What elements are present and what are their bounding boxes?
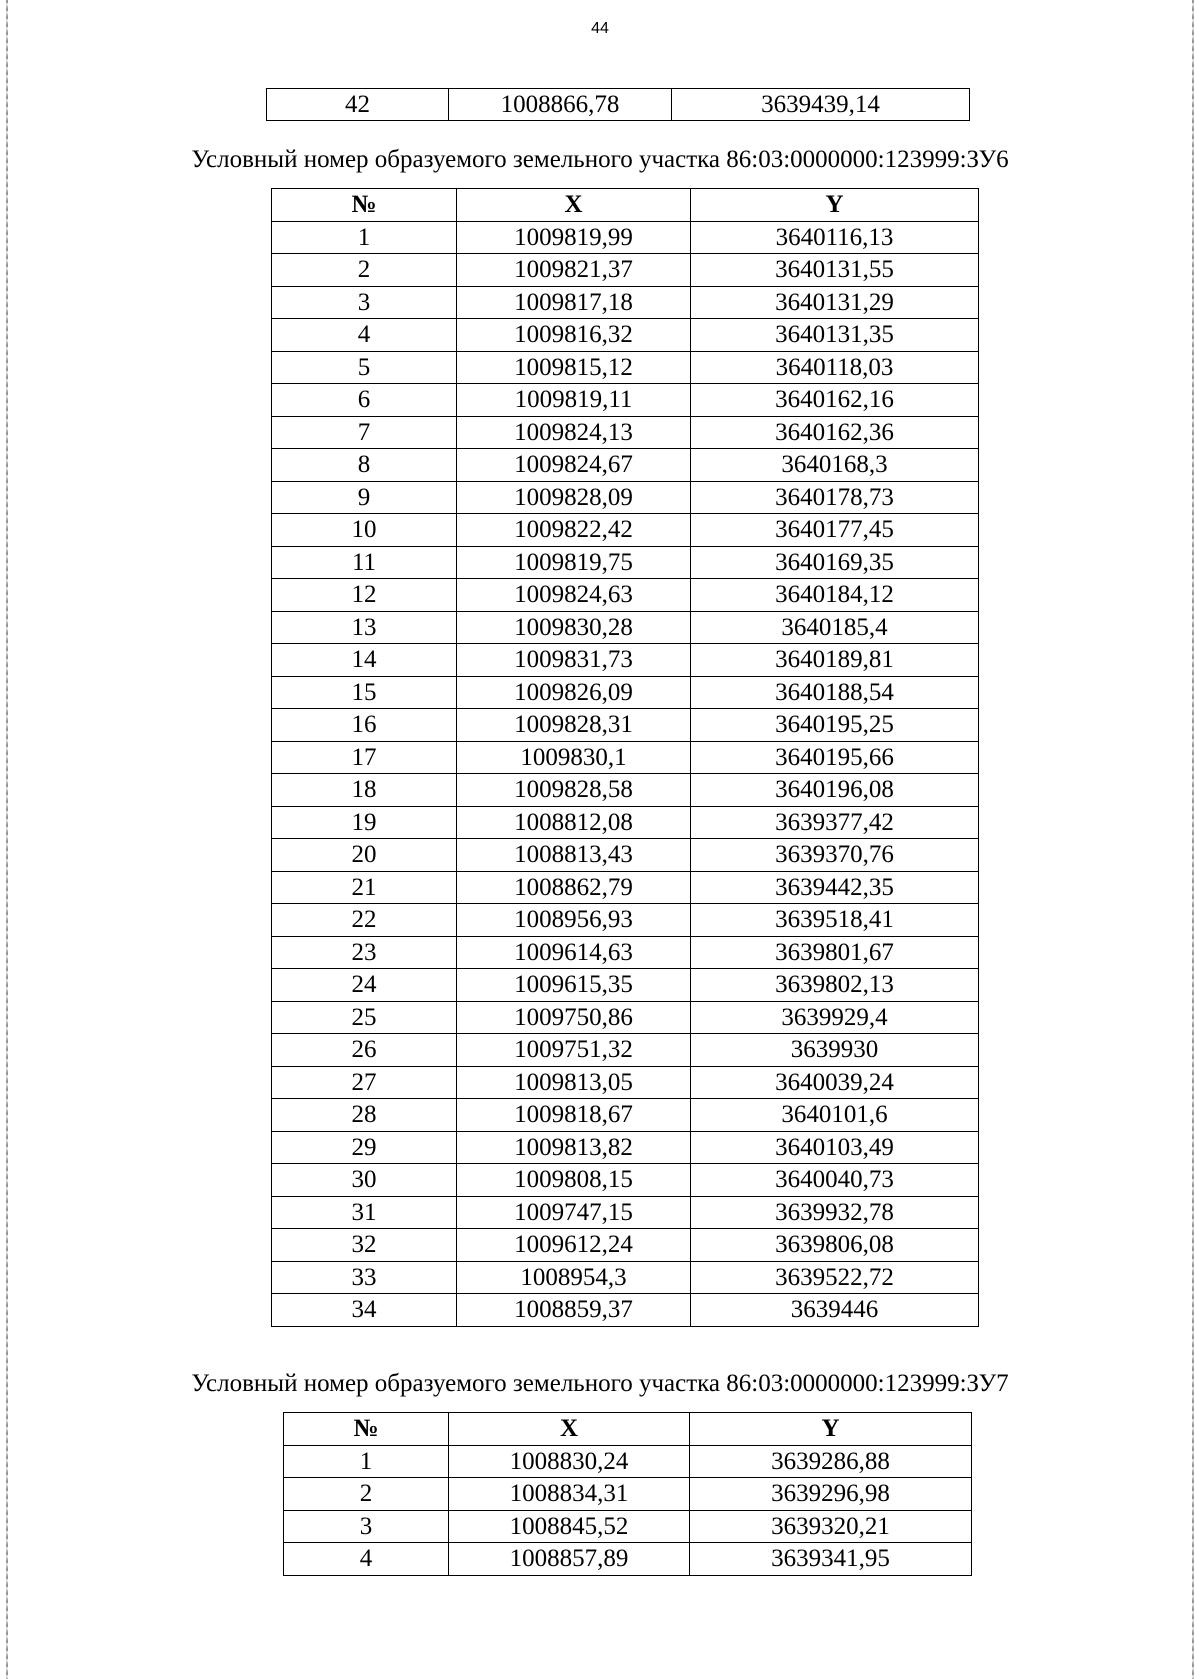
- y-cell: 3640039,24: [691, 1066, 979, 1099]
- x-cell: 1009750,86: [457, 1001, 691, 1034]
- x-cell: 1009831,73: [457, 644, 691, 677]
- point-number-cell: 16: [272, 709, 457, 742]
- point-number-cell: 31: [272, 1196, 457, 1229]
- table-row: [272, 611, 979, 644]
- y-cell: 3639806,08: [691, 1229, 979, 1262]
- x-cell: 1008857,89: [449, 1543, 690, 1576]
- x-cell: 1009828,31: [457, 709, 691, 742]
- point-number-cell: 1: [284, 1445, 449, 1478]
- table-row: [272, 676, 979, 709]
- table-row: [272, 1066, 979, 1099]
- section-heading-zu7: Условный номер образуемого земельного участка 86:03:0000000:123999:ЗУ7: [191, 1370, 1009, 1397]
- point-number-cell: 10: [272, 514, 457, 547]
- x-cell: 1008830,24: [449, 1445, 690, 1478]
- table-row: [272, 221, 979, 254]
- table-row: [284, 1478, 972, 1511]
- x-cell: 1009821,37: [457, 254, 691, 287]
- scan-left-edge: [6, 0, 8, 1679]
- point-number-cell: 26: [272, 1034, 457, 1067]
- x-cell: 1008845,52: [449, 1510, 690, 1543]
- table-row: [267, 89, 970, 121]
- column-header-x: X: [457, 189, 691, 222]
- table-row: [272, 1131, 979, 1164]
- x-cell: 1009747,15: [457, 1196, 691, 1229]
- x-cell: 1009828,09: [457, 481, 691, 514]
- table-row: [272, 449, 979, 482]
- table-row: [272, 1196, 979, 1229]
- x-cell: 1009612,24: [457, 1229, 691, 1262]
- table-row: [284, 1510, 972, 1543]
- table-row: [272, 839, 979, 872]
- x-cell: 1009818,67: [457, 1099, 691, 1132]
- point-number-cell: 12: [272, 579, 457, 612]
- table-row: [272, 351, 979, 384]
- y-cell: 3640040,73: [691, 1164, 979, 1197]
- y-cell: 3639296,98: [690, 1478, 972, 1511]
- table-row: [272, 254, 979, 287]
- x-cell: 1008866,78: [449, 89, 672, 121]
- x-cell: 1009813,82: [457, 1131, 691, 1164]
- coordinates-table-zu6: [271, 188, 979, 1327]
- x-cell: 1009817,18: [457, 286, 691, 319]
- y-cell: 3640195,25: [691, 709, 979, 742]
- table-row: [272, 709, 979, 742]
- y-cell: 3639932,78: [691, 1196, 979, 1229]
- point-number-cell: 7: [272, 416, 457, 449]
- table-row: [272, 579, 979, 612]
- point-number-cell: 13: [272, 611, 457, 644]
- column-header-x: X: [449, 1413, 690, 1446]
- continuation-table: [266, 88, 970, 121]
- point-number-cell: 2: [272, 254, 457, 287]
- table-row: [272, 1001, 979, 1034]
- point-number-cell: 4: [272, 319, 457, 352]
- y-cell: 3640162,36: [691, 416, 979, 449]
- page-number: 44: [591, 20, 609, 37]
- x-cell: 1009819,11: [457, 384, 691, 417]
- table-row: [272, 741, 979, 774]
- y-cell: 3640196,08: [691, 774, 979, 807]
- point-number-cell: 19: [272, 806, 457, 839]
- x-cell: 1008859,37: [457, 1294, 691, 1327]
- table-row: [272, 481, 979, 514]
- table-row: [272, 1229, 979, 1262]
- table-row: [272, 1294, 979, 1327]
- x-cell: 1009815,12: [457, 351, 691, 384]
- x-cell: 1009819,75: [457, 546, 691, 579]
- x-cell: 1009816,32: [457, 319, 691, 352]
- table-body: [284, 1445, 972, 1575]
- point-number-cell: 34: [272, 1294, 457, 1327]
- x-cell: 1008862,79: [457, 871, 691, 904]
- x-cell: 1009751,32: [457, 1034, 691, 1067]
- x-cell: 1009828,58: [457, 774, 691, 807]
- point-number-cell: 25: [272, 1001, 457, 1034]
- y-cell: 3639439,14: [672, 89, 970, 121]
- section-heading-zu6: Условный номер образуемого земельного участка 86:03:0000000:123999:ЗУ6: [191, 146, 1009, 173]
- table-row: [272, 806, 979, 839]
- y-cell: 3639801,67: [691, 936, 979, 969]
- y-cell: 3640131,35: [691, 319, 979, 352]
- x-cell: 1009822,42: [457, 514, 691, 547]
- table-row: [272, 1099, 979, 1132]
- y-cell: 3640195,66: [691, 741, 979, 774]
- point-number-cell: 29: [272, 1131, 457, 1164]
- x-cell: 1009826,09: [457, 676, 691, 709]
- point-number-cell: 15: [272, 676, 457, 709]
- table-row: [272, 286, 979, 319]
- table-row: [272, 546, 979, 579]
- x-cell: 1009824,13: [457, 416, 691, 449]
- scan-right-edge: [1192, 0, 1194, 1679]
- point-number-cell: 23: [272, 936, 457, 969]
- column-header-number: №: [272, 189, 457, 222]
- table-body: [272, 221, 979, 1326]
- column-header-y: Y: [691, 189, 979, 222]
- x-cell: 1009813,05: [457, 1066, 691, 1099]
- point-number-cell: 3: [284, 1510, 449, 1543]
- table-row: [272, 969, 979, 1002]
- y-cell: 3639341,95: [690, 1543, 972, 1576]
- table-row: [272, 416, 979, 449]
- table-row: [272, 1261, 979, 1294]
- y-cell: 3640103,49: [691, 1131, 979, 1164]
- y-cell: 3640131,55: [691, 254, 979, 287]
- table-row: [272, 514, 979, 547]
- y-cell: 3639286,88: [690, 1445, 972, 1478]
- point-number-cell: 2: [284, 1478, 449, 1511]
- y-cell: 3640116,13: [691, 221, 979, 254]
- table-row: [272, 904, 979, 937]
- point-number-cell: 14: [272, 644, 457, 677]
- table-row: [284, 1445, 972, 1478]
- point-number-cell: 20: [272, 839, 457, 872]
- point-number-cell: 33: [272, 1261, 457, 1294]
- point-number-cell: 9: [272, 481, 457, 514]
- point-number-cell: 42: [267, 89, 449, 121]
- point-number-cell: 6: [272, 384, 457, 417]
- table-header-row: [272, 189, 979, 222]
- y-cell: 3640178,73: [691, 481, 979, 514]
- point-number-cell: 27: [272, 1066, 457, 1099]
- point-number-cell: 32: [272, 1229, 457, 1262]
- x-cell: 1009830,1: [457, 741, 691, 774]
- x-cell: 1008834,31: [449, 1478, 690, 1511]
- y-cell: 3639442,35: [691, 871, 979, 904]
- point-number-cell: 5: [272, 351, 457, 384]
- point-number-cell: 4: [284, 1543, 449, 1576]
- y-cell: 3639518,41: [691, 904, 979, 937]
- y-cell: 3640184,12: [691, 579, 979, 612]
- table-row: [272, 1164, 979, 1197]
- x-cell: 1008956,93: [457, 904, 691, 937]
- y-cell: 3640189,81: [691, 644, 979, 677]
- x-cell: 1009819,99: [457, 221, 691, 254]
- table-row: [272, 871, 979, 904]
- point-number-cell: 1: [272, 221, 457, 254]
- x-cell: 1009808,15: [457, 1164, 691, 1197]
- table-row: [272, 774, 979, 807]
- coordinates-table-zu7: [283, 1412, 972, 1576]
- column-header-number: №: [284, 1413, 449, 1446]
- point-number-cell: 28: [272, 1099, 457, 1132]
- table-row: [272, 384, 979, 417]
- x-cell: 1008812,08: [457, 806, 691, 839]
- y-cell: 3640169,35: [691, 546, 979, 579]
- y-cell: 3639370,76: [691, 839, 979, 872]
- x-cell: 1009824,63: [457, 579, 691, 612]
- point-number-cell: 22: [272, 904, 457, 937]
- point-number-cell: 8: [272, 449, 457, 482]
- point-number-cell: 30: [272, 1164, 457, 1197]
- y-cell: 3639446: [691, 1294, 979, 1327]
- x-cell: 1008813,43: [457, 839, 691, 872]
- point-number-cell: 18: [272, 774, 457, 807]
- point-number-cell: 3: [272, 286, 457, 319]
- point-number-cell: 11: [272, 546, 457, 579]
- table-row: [272, 644, 979, 677]
- y-cell: 3639320,21: [690, 1510, 972, 1543]
- x-cell: 1009830,28: [457, 611, 691, 644]
- table-row: [272, 319, 979, 352]
- x-cell: 1009615,35: [457, 969, 691, 1002]
- y-cell: 3640101,6: [691, 1099, 979, 1132]
- y-cell: 3640188,54: [691, 676, 979, 709]
- point-number-cell: 21: [272, 871, 457, 904]
- y-cell: 3639522,72: [691, 1261, 979, 1294]
- y-cell: 3640177,45: [691, 514, 979, 547]
- x-cell: 1009614,63: [457, 936, 691, 969]
- table-row: [272, 936, 979, 969]
- y-cell: 3640118,03: [691, 351, 979, 384]
- y-cell: 3640185,4: [691, 611, 979, 644]
- table-row: [272, 1034, 979, 1067]
- point-number-cell: 17: [272, 741, 457, 774]
- y-cell: 3640131,29: [691, 286, 979, 319]
- y-cell: 3639929,4: [691, 1001, 979, 1034]
- point-number-cell: 24: [272, 969, 457, 1002]
- x-cell: 1009824,67: [457, 449, 691, 482]
- table-row: [284, 1543, 972, 1576]
- y-cell: 3639377,42: [691, 806, 979, 839]
- x-cell: 1008954,3: [457, 1261, 691, 1294]
- y-cell: 3639802,13: [691, 969, 979, 1002]
- y-cell: 3640162,16: [691, 384, 979, 417]
- column-header-y: Y: [690, 1413, 972, 1446]
- table-header-row: [284, 1413, 972, 1446]
- y-cell: 3640168,3: [691, 449, 979, 482]
- y-cell: 3639930: [691, 1034, 979, 1067]
